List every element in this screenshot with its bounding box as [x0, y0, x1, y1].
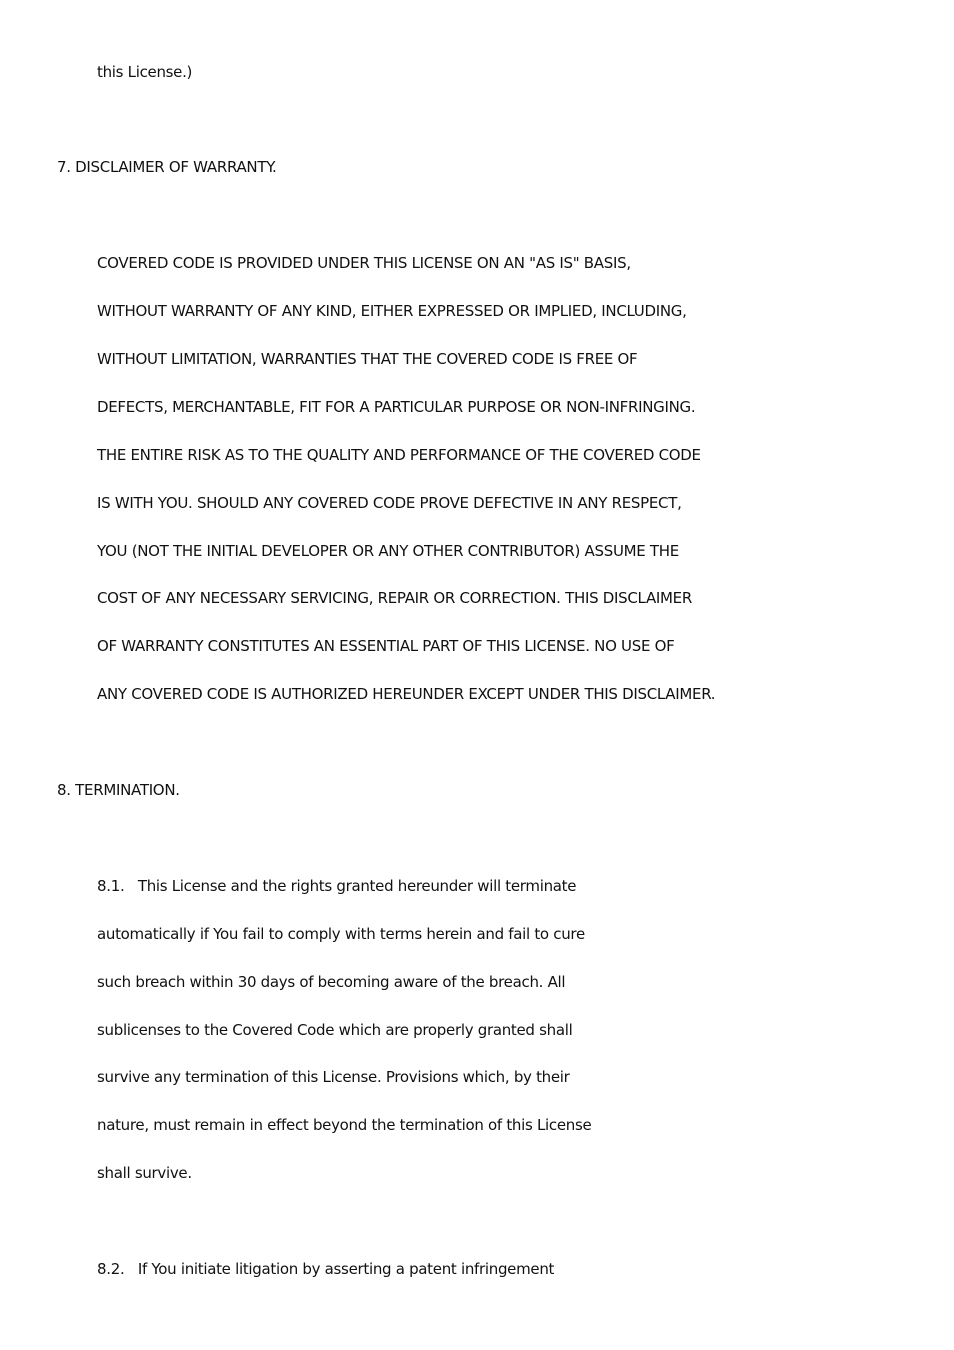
section-8-1-line: 8.1. This License and the rights granted hereunder will terminate: [97, 877, 577, 895]
continuation-text: this License.): [97, 63, 193, 81]
section-7-line: DEFECTS, MERCHANTABLE, FIT FOR A PARTICULAR PURPOSE OR NON-INFRINGING.: [97, 398, 696, 416]
section-8-1-line: survive any termination of this License. Provisions which, by their: [97, 1068, 570, 1086]
section-7-line: IS WITH YOU. SHOULD ANY COVERED CODE PROVE DEFECTIVE IN ANY RESPECT,: [97, 494, 682, 512]
section-8-1-line: shall survive.: [97, 1164, 192, 1182]
section-8-1-line: such breach within 30 days of becoming aware of the breach. All: [97, 973, 566, 991]
section-8-1-line: automatically if You fail to comply with terms herein and fail to cure: [97, 925, 585, 943]
section-7-line: YOU (NOT THE INITIAL DEVELOPER OR ANY OTHER CONTRIBUTOR) ASSUME THE: [97, 542, 679, 560]
section-7-line: WITHOUT LIMITATION, WARRANTIES THAT THE COVERED CODE IS FREE OF: [97, 350, 638, 368]
section-8-1-line: sublicenses to the Covered Code which are properly granted shall: [97, 1021, 573, 1039]
section-7-line: COVERED CODE IS PROVIDED UNDER THIS LICENSE ON AN "AS IS" BASIS,: [97, 254, 631, 272]
section-7-line: WITHOUT WARRANTY OF ANY KIND, EITHER EXPRESSED OR IMPLIED, INCLUDING,: [97, 302, 687, 320]
section-7-line: THE ENTIRE RISK AS TO THE QUALITY AND PERFORMANCE OF THE COVERED CODE: [97, 446, 701, 464]
section-8-1-line: nature, must remain in effect beyond the termination of this License: [97, 1116, 592, 1134]
section-7-line: OF WARRANTY CONSTITUTES AN ESSENTIAL PART OF THIS LICENSE. NO USE OF: [97, 637, 675, 655]
section-8-2-line: 8.2. If You initiate litigation by asserting a patent infringement: [97, 1260, 555, 1278]
section-7-line: COST OF ANY NECESSARY SERVICING, REPAIR OR CORRECTION. THIS DISCLAIMER: [97, 589, 692, 607]
section-8-heading: 8. TERMINATION.: [57, 781, 180, 799]
section-7-heading: 7. DISCLAIMER OF WARRANTY.: [57, 158, 277, 176]
section-7-line: ANY COVERED CODE IS AUTHORIZED HEREUNDER EXCEPT UNDER THIS DISCLAIMER.: [97, 685, 716, 703]
